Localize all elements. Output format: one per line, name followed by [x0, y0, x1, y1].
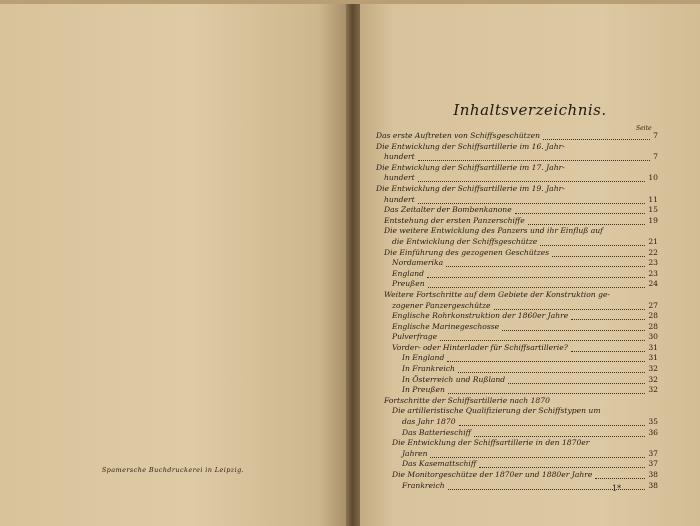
printer-imprint: Spamersche Buchdruckerei in Leipzig. — [101, 466, 245, 474]
toc-leader-dots — [418, 180, 645, 182]
toc-entry-text: In Österreich und Rußland — [402, 374, 506, 384]
left-page — [0, 0, 346, 526]
toc-entry-page: 27 — [648, 300, 658, 310]
toc-entry-text: Fortschritte der Schiffsartillerie nach 1870 — [384, 395, 550, 405]
toc-entry — [376, 163, 658, 174]
toc-entry-page: 24 — [648, 279, 658, 289]
toc-entry — [376, 142, 658, 153]
toc-entry-text: Pulverfrage — [392, 332, 438, 342]
toc-entry-page: 28 — [648, 321, 658, 331]
toc-entry-text: Die Entwicklung der Schiffsartillerie in den 1870er — [392, 438, 590, 448]
toc-entry-page: 31 — [648, 353, 658, 363]
toc-entry-page: 22 — [648, 247, 658, 257]
page-top-edge — [0, 0, 700, 4]
toc-entry-page: 19 — [648, 215, 658, 225]
toc-entry — [376, 131, 658, 142]
toc-entry-page: 7 — [653, 131, 658, 140]
toc-entry — [376, 311, 658, 322]
toc-leader-dots — [508, 382, 645, 384]
toc-entry-page: 35 — [648, 417, 658, 427]
toc-leader-dots — [515, 212, 645, 214]
toc-entry — [376, 173, 658, 184]
toc-leader-dots — [474, 435, 645, 437]
toc-entry — [376, 332, 658, 343]
toc-entry — [376, 428, 658, 439]
toc-entry — [376, 385, 658, 396]
toc-entry-text: das Jahr 1870 — [402, 417, 456, 427]
toc-leader-dots — [571, 318, 645, 320]
toc-entry-text: Weitere Fortschritte auf dem Gebiete der Konstruktion ge- — [384, 289, 611, 299]
toc-leader-dots — [494, 308, 645, 310]
toc-entry-page: 10 — [648, 173, 658, 183]
toc-leader-dots — [428, 286, 645, 288]
toc-entry-text: Frankreich — [402, 480, 445, 490]
toc-entry-text: Die Entwicklung der Schiffsartillerie im 16. Jahr- — [376, 141, 565, 151]
toc-entry — [376, 449, 658, 460]
toc-entry — [376, 258, 658, 269]
toc-entry — [376, 269, 658, 280]
toc-leader-dots — [479, 466, 645, 468]
toc-entry-text: hundert — [384, 173, 415, 183]
toc-entry-text: Die Entwicklung der Schiffsartillerie im 17. Jahr- — [376, 162, 565, 172]
toc-entry-text: Die Einführung des gezogenen Geschützes — [384, 247, 550, 257]
toc-entry-text: In England — [402, 353, 445, 363]
toc-entry-text: die Entwicklung der Schiffsgeschütze — [392, 236, 538, 246]
toc-entry-page: 28 — [648, 311, 658, 321]
toc-entry-text: Englische Marinegeschosse — [392, 321, 500, 331]
book-gutter — [346, 0, 360, 526]
toc-leader-dots — [458, 371, 645, 373]
toc-entry-page: 30 — [648, 332, 658, 342]
toc-leader-dots — [440, 339, 645, 341]
toc-entry-text: Preußen — [392, 279, 425, 289]
toc-entry-page: 38 — [648, 470, 658, 479]
toc-entry-text: hundert — [384, 194, 415, 204]
toc-leader-dots — [427, 276, 645, 278]
toc-entry-page: 37 — [648, 448, 658, 458]
toc-entry-text: zogener Panzergeschütze — [392, 300, 491, 310]
toc-entry-text: Das erste Auftreten von Schiffsgeschützen — [376, 131, 541, 140]
toc-entry-text: Das Batterieschiff — [402, 427, 472, 437]
toc-entry — [376, 322, 658, 333]
toc-entry-text: Vorder- oder Hinterlader für Schiffsartillerie? — [392, 342, 568, 352]
toc-entry — [376, 184, 658, 195]
page-number: 1* — [612, 484, 622, 493]
toc-entry-page: 21 — [648, 236, 658, 246]
toc-entry-page: 32 — [648, 385, 658, 395]
toc-entry — [376, 375, 658, 386]
toc-entry-text: hundert — [384, 152, 415, 162]
toc-entry-page: 15 — [648, 205, 658, 215]
toc-entry-text: Englische Rohrkonstruktion der 1860er Jahre — [392, 311, 569, 321]
toc-leader-dots — [446, 265, 645, 267]
toc-entry — [376, 459, 658, 470]
toc-leader-dots — [552, 255, 645, 257]
toc-entry — [376, 470, 658, 481]
toc-entry-text: England — [392, 268, 425, 278]
toc-leader-dots — [459, 424, 645, 426]
toc-entry — [376, 205, 658, 216]
table-of-contents — [376, 131, 658, 491]
toc-entry — [376, 353, 658, 364]
toc-leader-dots — [543, 138, 650, 140]
toc-entry-page: 7 — [653, 152, 658, 162]
toc-entry-text: Die weitere Entwicklung des Panzers und ihr Einfluß auf — [384, 226, 603, 236]
toc-entry — [376, 417, 658, 428]
toc-entry-text: Jahren — [402, 448, 428, 458]
toc-entry-page: 23 — [648, 258, 658, 268]
toc-entry — [376, 216, 658, 227]
toc-leader-dots — [540, 244, 645, 246]
toc-entry — [376, 343, 658, 354]
toc-entry-page: 31 — [648, 342, 658, 352]
toc-entry-text: Die artilleristische Qualifizierung der Schiffstypen um — [392, 406, 601, 416]
toc-entry — [376, 226, 658, 237]
toc-leader-dots — [502, 329, 645, 331]
toc-entry — [376, 396, 658, 407]
toc-entry-text: In Preußen — [402, 385, 445, 395]
toc-title: Inhaltsverzeichnis. — [453, 101, 607, 119]
toc-entry — [376, 152, 658, 163]
toc-entry-text: Das Kasemattschiff — [402, 459, 477, 469]
toc-entry-page: 32 — [648, 374, 658, 384]
page-column-label: Seite — [636, 125, 652, 132]
toc-entry — [376, 248, 658, 259]
toc-entry — [376, 301, 658, 312]
toc-entry-text: Entstehung der ersten Panzerschiffe — [384, 215, 525, 225]
toc-leader-dots — [595, 477, 645, 479]
toc-entry — [376, 195, 658, 206]
toc-entry — [376, 406, 658, 417]
toc-entry — [376, 237, 658, 248]
toc-entry-page: 23 — [648, 268, 658, 278]
toc-entry-page: 32 — [648, 364, 658, 374]
toc-entry-page: 11 — [648, 194, 658, 204]
toc-entry — [376, 438, 658, 449]
toc-entry-page: 36 — [648, 427, 658, 437]
toc-entry-text: In Frankreich — [402, 364, 455, 374]
toc-leader-dots — [448, 392, 645, 394]
toc-leader-dots — [528, 223, 645, 225]
toc-entry-text: Das Zeitalter der Bombenkanone — [384, 205, 512, 215]
toc-leader-dots — [418, 202, 645, 204]
toc-entry — [376, 279, 658, 290]
toc-entry — [376, 290, 658, 301]
toc-leader-dots — [418, 159, 650, 161]
toc-entry-text: Nordamerika — [392, 258, 444, 268]
toc-leader-dots — [571, 350, 645, 352]
toc-leader-dots — [430, 456, 645, 458]
toc-entry-text: Die Entwicklung der Schiffsartillerie im 19. Jahr- — [376, 183, 565, 193]
toc-leader-dots — [447, 360, 645, 362]
toc-entry-text: Die Monitorgeschütze der 1870er und 1880er Jahre — [392, 470, 593, 479]
toc-entry-page: 37 — [648, 459, 658, 469]
toc-entry — [376, 364, 658, 375]
toc-entry-page: 38 — [648, 480, 658, 490]
